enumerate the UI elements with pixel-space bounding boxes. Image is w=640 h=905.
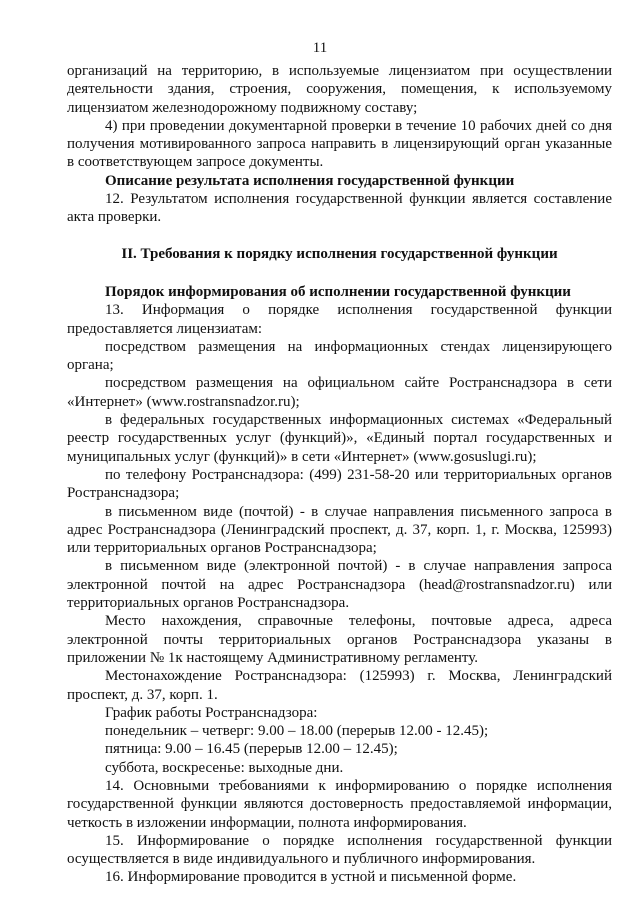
schedule-line: пятница: 9.00 – 16.45 (перерыв 12.00 – 12.45); — [105, 741, 398, 758]
document-body — [67, 62, 612, 887]
item-16: 16. Информирование проводится в устной и письменной форме. — [105, 869, 517, 886]
hq-location: Местонахождение Ространснадзора: (125993) г. Москва, Ленинградский проспект, д. 37, корп. 1. — [67, 668, 612, 703]
section-2-heading: II. Требования к порядку исполнения государственной функции — [121, 245, 558, 262]
item-13-intro: 13. Информация о порядке исполнения государственной функции предоставляется лицензиатам: — [67, 302, 612, 337]
page-number: 11 — [312, 40, 328, 56]
schedule-title: График работы Ространснадзора: — [105, 704, 318, 721]
channel-item: посредством размещения на информационных стендах лицензирующего органа; — [67, 338, 612, 374]
item-12: 12. Результатом исполнения государственной функции является составление акта проверки. — [67, 191, 612, 226]
location-text: Место нахождения, справочные телефоны, почтовые адреса, адреса электронной почты территориальных органов Ространснадзора указаны в приложении № 1к настоящему Административному регламенту. — [67, 613, 612, 666]
channel-item: в письменном виде (почтой) - в случае направления письменного запроса в адрес Ространснадзора (Ленинградский проспект, д. 37, корп. 1, г. Москва, 125993) или территориальных органов Ространснадзора; — [67, 503, 612, 557]
channel-item: посредством размещения на официальном сайте Ространснадзора в сети «Интернет» (www.rostransnadzor.ru); — [67, 375, 612, 410]
item-4: 4) при проведении документарной проверки в течение 10 рабочих дней со дня получения мотивированного запроса направить в лицензирующий орган указанные в соответствующем запросе документы. — [67, 117, 612, 171]
result-heading: Описание результата исполнения государственной функции — [105, 172, 515, 189]
info-heading: Порядок информирования об исполнении государственной функции — [105, 283, 571, 300]
item-14: 14. Основными требованиями к информированию о порядке исполнения государственной функции являются достоверность предоставляемой информации, четкость в изложении информации, полнота информирования. — [67, 777, 612, 831]
top-continuation: организаций на территорию, в используемые лицензиатом при осуществлении деятельности здания, строения, сооружения, помещения, к используемому лицензиатом железнодорожному подвижному составу; — [67, 63, 612, 116]
item-15: 15. Информирование о порядке исполнения государственной функции осуществляется в виде индивидуального и публичного информирования. — [67, 832, 612, 868]
schedule-line: суббота, воскресенье: выходные дни. — [105, 759, 344, 776]
channel-item: в письменном виде (электронной почтой) - в случае направления запроса электронной почтой на адрес Ространснадзора (head@rostransnadzor.ru) или территориальных органов Ространснадзора. — [67, 558, 612, 612]
channel-item: по телефону Ространснадзора: (499) 231-58-20 или территориальных органов Ространснадзора; — [67, 466, 612, 502]
channel-item: в федеральных государственных информационных системах «Федеральный реестр государственных услуг (функций)», «Единый портал государственных и муниципальных услуг (функций)» в сети «Интернет» (www.gosuslugi.ru); — [67, 412, 612, 465]
schedule-line: понедельник – четверг: 9.00 – 18.00 (перерыв 12.00 - 12.45); — [105, 723, 489, 740]
